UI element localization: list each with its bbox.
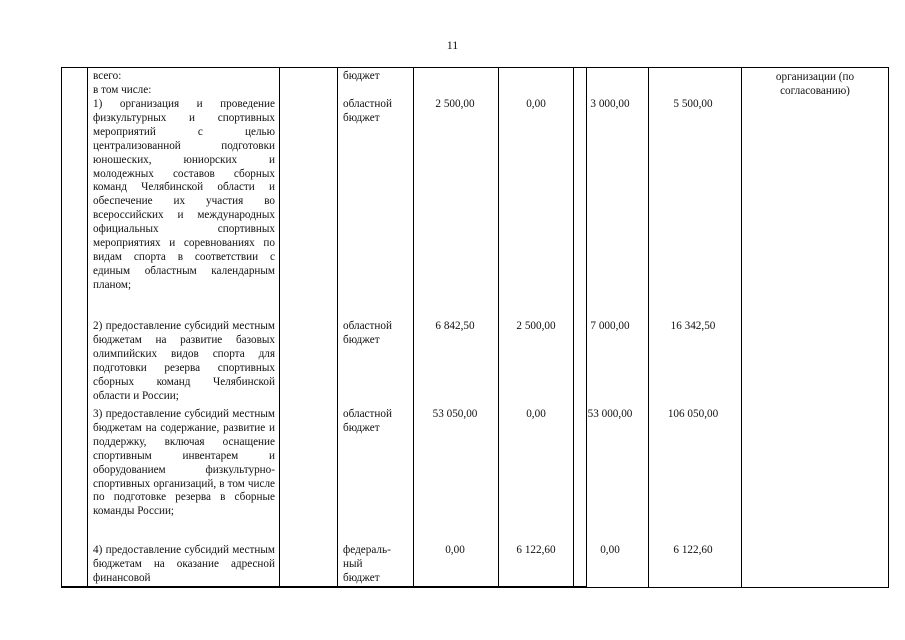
row-1-source: областной бюджет — [343, 98, 392, 124]
row-4-source: федераль-ный бюджет — [343, 544, 391, 584]
table-border — [87, 67, 88, 587]
row-2-source: областной бюджет — [343, 320, 392, 346]
row-3-source: областной бюджет — [343, 408, 392, 434]
row-3-description: 3) предоставление субсидий местным бюджетам на содержание, развитие и поддержку, включая оснащение спортивным инвентарем и оборудованием физкультурно-спортивных организаций, в том числе по подготовке резерва в сборные команды России; — [93, 408, 275, 518]
row-4-value-3: 0,00 — [600, 544, 620, 556]
row-4-value-1: 0,00 — [445, 544, 465, 556]
row-3-value-1: 53 050,00 — [432, 408, 478, 420]
funding-source-header: бюджет — [343, 70, 380, 82]
table-border — [741, 67, 742, 587]
table-border — [61, 587, 889, 588]
table-border — [648, 67, 649, 587]
table-border — [573, 67, 574, 587]
total-label: всего: — [93, 70, 122, 82]
table-border — [498, 67, 499, 587]
table-border — [888, 67, 889, 587]
organization-note: организации (по согласованию) — [775, 71, 855, 97]
row-1-total: 5 500,00 — [673, 98, 713, 110]
including-label: в том числе: — [93, 84, 152, 96]
row-2-value-2: 2 500,00 — [516, 320, 556, 332]
row-2-value-3: 7 000,00 — [590, 320, 630, 332]
row-3-value-2: 0,00 — [526, 408, 546, 420]
row-1-value-3: 3 000,00 — [590, 98, 630, 110]
table-border — [413, 67, 414, 587]
row-3-value-3: 53 000,00 — [587, 408, 633, 420]
table-border — [337, 67, 338, 587]
row-4-value-2: 6 122,60 — [516, 544, 556, 556]
row-1-value-2: 0,00 — [526, 98, 546, 110]
row-4-description: 4) предоставление субсидий местным бюджетам на оказание адресной финансовой — [93, 544, 275, 584]
row-4-total: 6 122,60 — [673, 544, 713, 556]
table-border — [61, 67, 889, 68]
row-1-description: 1) организация и проведение физкультурных и спортивных мероприятий с целью централизованной подготовки юношеских, юниорских и молодежных составов сборных команд Челябинской области и обеспечение их участия во всероссийских и международных официальных спортивных мероприятиях и соревнованиях по видам спорта в соответствии с единым областным календарным планом; — [93, 98, 275, 291]
row-2-total: 16 342,50 — [670, 320, 716, 332]
row-1-value-1: 2 500,00 — [435, 98, 475, 110]
row-3-total: 106 050,00 — [667, 408, 719, 420]
row-2-description: 2) предоставление субсидий местным бюджетам на развитие базовых олимпийских видов спорта для подготовки резерва спортивных сборных команд Челябинской области и России; — [93, 320, 275, 402]
row-2-value-1: 6 842,50 — [435, 320, 475, 332]
table-border — [279, 67, 280, 587]
page-number: 11 — [446, 38, 459, 52]
